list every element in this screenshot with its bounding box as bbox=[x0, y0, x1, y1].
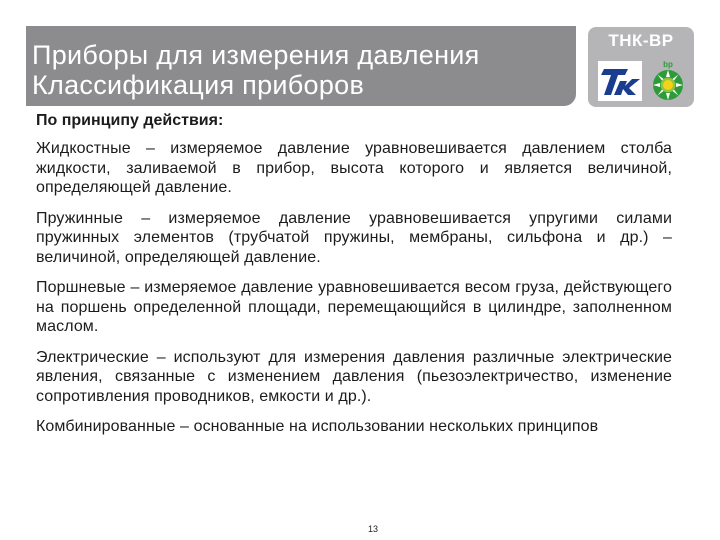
paragraph-electric: Электрические – используют для измерения давления различные электрические явления, связанные с изменением давления (пьезоэлектричество, изменение сопротивления проводников, емкости и др.). bbox=[36, 348, 672, 405]
paragraph-combined: Комбинированные – основанные на использовании нескольких принципов bbox=[36, 418, 599, 435]
bp-text: bp bbox=[663, 60, 673, 69]
slide-content bbox=[36, 111, 672, 448]
paragraph-piston: Поршневые – измеряемое давление уравновешивается весом груза, действующего на поршень определенной площади, перемещающийся в цилиндре, заполненном маслом. bbox=[36, 279, 672, 335]
company-logo bbox=[588, 27, 694, 107]
title-bar bbox=[26, 26, 576, 106]
bp-helios-icon bbox=[648, 59, 688, 103]
page-number: 13 bbox=[368, 524, 379, 534]
tnk-logo-icon bbox=[598, 61, 642, 101]
slide-title-line-2: Классификация приборов bbox=[32, 70, 365, 100]
logo-brand-text: ТНК-ВР bbox=[608, 31, 674, 50]
paragraph-spring: Пружинные – измеряемое давление уравновешивается упругими силами пружинных элементов (трубчатой пружины, мембраны, сильфона и др.) – величиной, определяющей давление. bbox=[36, 209, 672, 266]
paragraph-liquid: Жидкостные – измеряемое давление уравновешивается давлением столба жидкости, заливаемой в прибор, высота которого и является величиной, определяющей давление. bbox=[36, 140, 672, 196]
slide-title-line-1: Приборы для измерения давления bbox=[32, 40, 480, 70]
section-heading: По принципу действия: bbox=[36, 112, 224, 129]
